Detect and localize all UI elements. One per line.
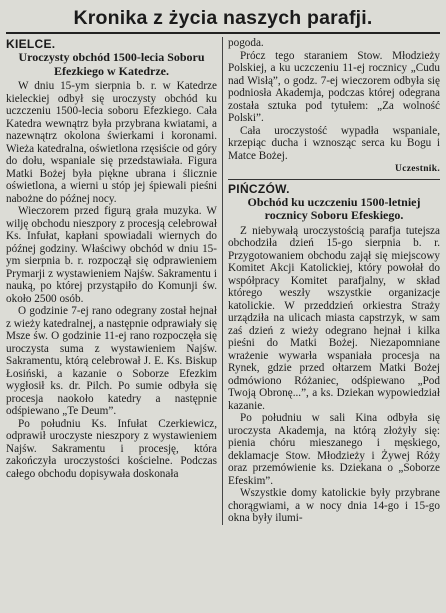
author-signature: Uczestnik. [395, 164, 440, 174]
article-headline-pinczow: Obchód ku uczczeniu 1500-letniej rocznicy Soboru Efeskiego. [247, 194, 421, 222]
paragraph: pogoda. [228, 37, 264, 49]
right-column [223, 37, 440, 525]
paragraph: Po południu w sali Kina odbyła się uroczysta Akademja, na którą złożyły się: pienia chóru mieszanego i męskiego, deklamacje Stow. Młodzieży i Żywej Róży oraz przemówienie ks. Dziekana o „Soborze Efeskim”. [228, 412, 440, 487]
page-title: Kronika z życia naszych parafji. [6, 4, 440, 34]
section-place-pinczow: PIŃCZÓW. [228, 181, 290, 196]
paragraph: Po południu Ks. Infułat Czerkiewicz, odprawił uroczyste nieszpory z wystawieniem Najśw. Sakramentu i procesję, która zakończyła uroczystości kościelne. Podczas całego obchodu dopisywała doskonała [6, 417, 217, 480]
paragraph: W dniu 15-ym sierpnia b. r. w Katedrze kieleckiej odbył się uroczysty obchód ku uczczeniu 1500-lecia soboru Efezkiego. Cała Katedra wewnątrz była przybrana kwiatami, a nazewnątrz okolona świerkami i koronami. Wieża katedralna, oświetlona rzęsiście od góry do dołu, wspaniale się przedstawiała. Figura Matki Bożej była piękne ubrana i ślicznie oświetlona, a wierni u stóp jej śpiewali pieśni nabożne do późnej nocy. [6, 80, 217, 205]
paragraph: O godzinie 7-ej rano odegrany został hejnał z wieży katedralnej, a następnie odprawiały się Msze św. O godzinie 11-ej rano rozpoczęła się uroczysta suma z wystawieniem Najśw. Sakramentu, którą celebrował J. E. Ks. Biskup Łosiński, a kazanie o Soborze Efezkim wygłosił ks. dr. Pilch. Po sumie odbyła się procesja naokoło katedry a następnie odśpiewano „Te Deum”. [6, 305, 217, 417]
paragraph: Cała uroczystość wypadła wspaniale, krzepiąc ducha i wznosząc serca ku Bogu i Matce Bożej. [228, 124, 440, 162]
section-place-kielce: KIELCE. [6, 37, 56, 51]
paragraph: Wszystkie domy katolickie były przybrane chorągwiami, a w nocy dnia 14-go i 15-go okna były ilumi- [228, 487, 440, 524]
paragraph: Z niebywałą uroczystością parafja tutejsza obchodziła dzień 15-go sierpnia b. r. Przygotowaniem obchodu zajął się miejscowy Komitet Akcji Katolickiej, który powołał do współpracy Komitet parafjalny, w skład którego weszły wszystkie organizacje katolickie. W przeddzień orkiestra Straży urządziła na ulicach miasta capstrzyk, w sam zaś dzień z wieży odegrano hejnał i kilka pieśni do Matki Bożej. Niezapomniane wrażenie wywarła wspaniała procesja na Rynek, gdzie przed ołtarzem Matki Bożej odmówiono Różaniec, odśpiewano „Pod Twoją Obronę...”, a ks. Dziekan wypowiedział kazanie. [228, 224, 440, 412]
paragraph: Prócz tego staraniem Stow. Młodzieży Polskiej, a ku uczczeniu 11-ej rocznicy „Cudu nad Wisłą”, o godz. 7-ej wieczorem odbyła się podniosła Akademja, podczas której odegrana została sztuka pod tytułem: „Za wolność Polski”. [228, 49, 440, 124]
paragraph: Wieczorem przed figurą grała muzyka. W wilję obchodu nieszpory z procesją celebrował Ks. Infułat, kapłani spowiadali wiernych do późnej godziny. Właściwy obchód w dniu 15-ym sierpnia b. r. rozpoczął się odprawieniem Prymarji z wystawieniem Najśw. Sakramentu i nauką, po której przystąpiło do Komunji św. około 2500 osób. [6, 205, 217, 305]
article-headline-kielce: Uroczysty obchód 1500-lecia Soboru Efezkiego w Katedrze. [18, 50, 205, 78]
left-column [6, 37, 223, 525]
section-divider [228, 179, 440, 180]
article-columns [6, 37, 440, 525]
